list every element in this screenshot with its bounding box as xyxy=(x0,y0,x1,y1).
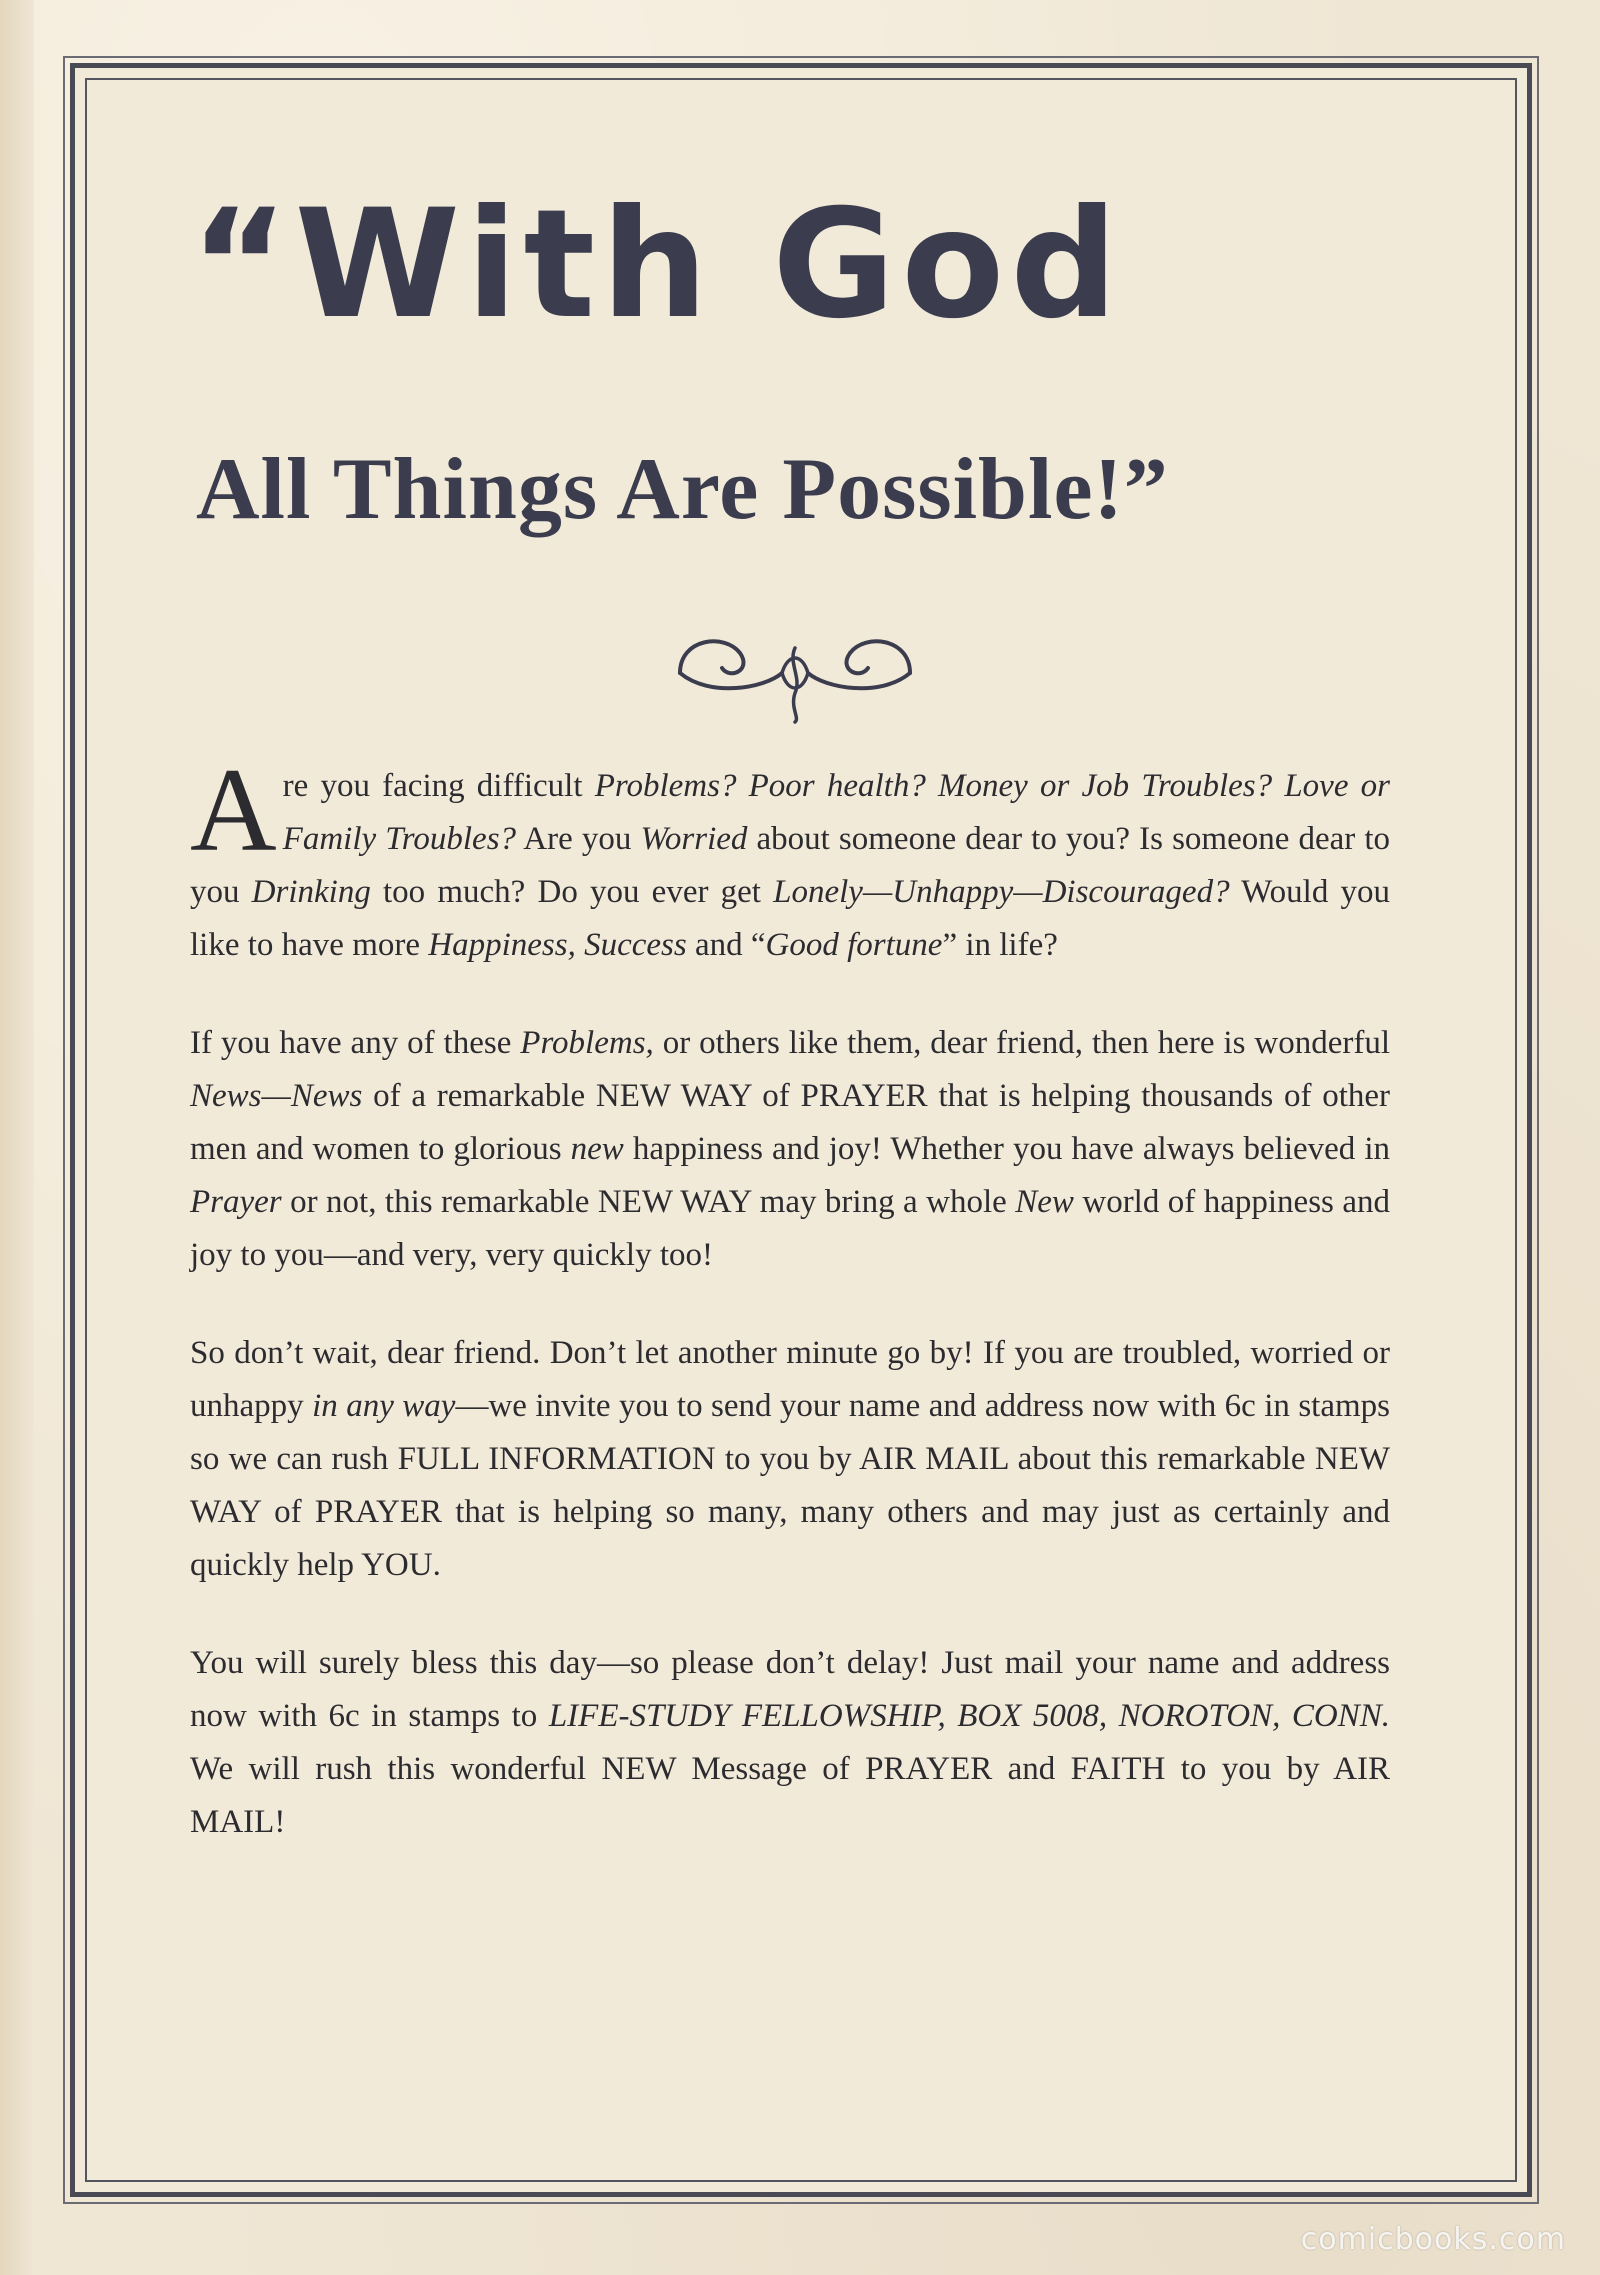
text-run: You will surely bless this day—so please don’t delay! Just mail your name and address now with 6c in stamps to xyxy=(190,1645,1390,1734)
text-run: If you have any of these xyxy=(190,1025,521,1061)
ad-body-copy xyxy=(190,743,1390,1894)
italic-text-run: Lonely—Unhappy—Discouraged? xyxy=(773,874,1230,910)
text-run: and “ xyxy=(686,927,766,963)
body-paragraph xyxy=(190,1017,1390,1282)
italic-text-run: new xyxy=(570,1131,624,1167)
flourish-ornament-icon xyxy=(670,618,920,728)
text-run: We will rush this wonderful NEW Message of PRAYER and FAITH to you by AIR MAIL! xyxy=(190,1751,1390,1840)
italic-text-run: Good fortune xyxy=(765,927,943,963)
italic-text-run: Prayer xyxy=(190,1184,282,1220)
headline-line-1: “With God xyxy=(190,178,1124,352)
italic-text-run: New xyxy=(1015,1184,1074,1220)
italic-text-run: Worried xyxy=(640,821,748,857)
text-run: too much? Do you ever get xyxy=(370,874,774,910)
text-run: ” in life? xyxy=(942,927,1058,963)
page-spine-shadow xyxy=(0,0,34,2275)
text-run: —we invite you to send your name and address now with 6c in stamps so we can rush FULL INFORMATION to you by AIR MAIL about this remarkable NEW WAY of PRAYER that is helping so many, many others and may just as certainly and quickly help YOU. xyxy=(190,1388,1390,1583)
italic-text-run: Problems, xyxy=(520,1025,654,1061)
italic-text-run: Problems? Poor health? Money or Job Troubles? Love or Family Troubles? xyxy=(282,768,1390,857)
text-run: happiness and joy! Whether you have always believed in xyxy=(623,1131,1390,1167)
italic-text-run: Drinking xyxy=(251,874,371,910)
body-paragraph xyxy=(190,1637,1390,1849)
body-paragraph xyxy=(190,1327,1390,1592)
headline-line-2: All Things Are Possible!” xyxy=(196,441,1169,538)
text-run: re you facing difficult xyxy=(282,768,595,804)
text-run: or others like them, dear friend, then here is wonderful xyxy=(653,1025,1390,1061)
text-run: Are you xyxy=(516,821,641,857)
italic-text-run: in any way xyxy=(312,1388,456,1424)
italic-text-run: News—News xyxy=(190,1078,363,1114)
text-run: Would you like to have more xyxy=(190,874,1390,963)
text-run: of a remarkable NEW WAY of PRAYER that is helping thousands of other men and women to glorious xyxy=(190,1078,1390,1167)
italic-text-run: LIFE-STUDY FELLOWSHIP, BOX 5008, NOROTON, CONN. xyxy=(548,1698,1390,1734)
text-run: or not, this remarkable NEW WAY may bring a whole xyxy=(281,1184,1016,1220)
italic-text-run: Happiness, Success xyxy=(428,927,687,963)
text-run: So don’t wait, dear friend. Don’t let another minute go by! If you are troubled, worried or unhappy xyxy=(190,1335,1390,1424)
body-paragraph xyxy=(190,743,1390,972)
text-run: about someone dear to you? Is someone dear to you xyxy=(190,821,1390,910)
site-watermark: comicbooks.com xyxy=(1300,2222,1566,2257)
drop-cap: A xyxy=(190,743,277,876)
text-run: world of happiness and joy to you—and very, very quickly too! xyxy=(190,1184,1390,1273)
